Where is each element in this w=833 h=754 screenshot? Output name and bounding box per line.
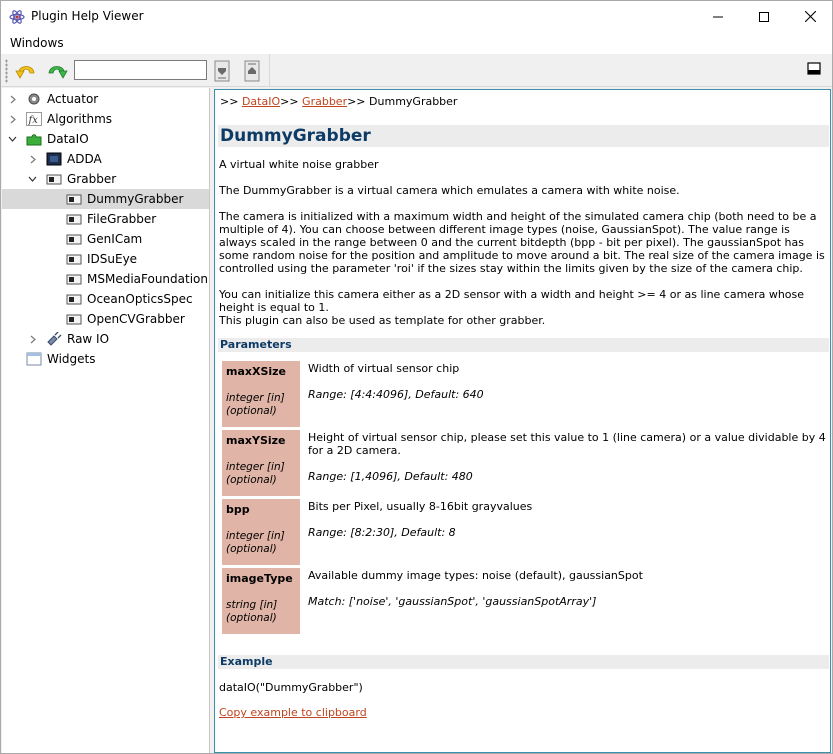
description-paragraph: You can initialize this camera either as a 2D sensor with a width and height >= 4 or as line camera whose height is equal to 1. — [219, 288, 805, 314]
back-button[interactable] — [13, 58, 39, 84]
camera-icon — [66, 252, 82, 266]
puzzle-icon — [26, 132, 42, 146]
param-name: imageType — [226, 572, 293, 585]
tree-item-label: Actuator — [47, 92, 99, 106]
camera-icon — [66, 292, 82, 306]
tree-item-label: GenICam — [87, 232, 143, 246]
tree-item-label: Grabber — [67, 172, 117, 186]
function-fx-icon — [26, 112, 42, 126]
camera-icon — [66, 192, 82, 206]
tree-item-idsueye[interactable] — [2, 249, 209, 269]
camera-icon — [66, 272, 82, 286]
param-name-cell — [222, 430, 300, 496]
breadcrumb-link-dataio[interactable]: DataIO — [241, 95, 281, 108]
tree-item-label: DataIO — [47, 132, 89, 146]
undo-arrow-icon — [14, 60, 38, 82]
param-description: Bits per Pixel, usually 8-16bit grayvalues Range: [8:2:30], Default: 8 — [308, 500, 533, 539]
search-previous-button[interactable] — [241, 58, 263, 84]
param-name-cell — [222, 568, 300, 634]
tree-item-raw-io[interactable] — [2, 329, 209, 349]
maximize-icon — [759, 12, 769, 22]
param-description: Width of virtual sensor chip Range: [4:4:4096], Default: 640 — [308, 362, 484, 401]
breadcrumb-current: DummyGrabber — [369, 95, 458, 108]
search-input[interactable] — [74, 60, 207, 80]
tree-item-algorithms[interactable] — [2, 109, 209, 129]
menu-bar — [1, 32, 832, 54]
atom-app-icon — [9, 9, 25, 25]
collapse-arrow-icon[interactable] — [27, 174, 37, 184]
param-name: maxXSize — [226, 365, 287, 378]
tree-item-label: IDSuEye — [87, 252, 138, 266]
minimize-icon — [713, 12, 723, 22]
tree-item-dummygrabber[interactable] — [2, 189, 209, 209]
tree-item-label: MSMediaFoundation — [87, 272, 208, 286]
close-icon — [805, 11, 816, 22]
tree-item-label: DummyGrabber — [87, 192, 184, 206]
plugin-tree — [2, 88, 210, 753]
plug-icon — [46, 332, 62, 346]
camera-icon — [66, 312, 82, 326]
dock-toggle-icon[interactable] — [807, 62, 821, 76]
param-type: integer [in] (optional) — [226, 392, 285, 417]
param-name-cell — [222, 499, 300, 565]
tree-item-actuator[interactable] — [2, 89, 209, 109]
camera-icon — [66, 212, 82, 226]
window-widget-icon — [26, 352, 42, 366]
param-type: integer [in] (optional) — [226, 461, 285, 486]
breadcrumb-link-grabber[interactable]: Grabber — [302, 95, 348, 108]
toolbar-grip[interactable] — [5, 59, 8, 83]
maximize-button[interactable] — [741, 1, 787, 32]
collapse-arrow-icon[interactable] — [7, 134, 17, 144]
tree-item-genicam[interactable] — [2, 229, 209, 249]
tree-item-filegrabber[interactable] — [2, 209, 209, 229]
window-title: Plugin Help Viewer — [31, 9, 144, 23]
search-next-button[interactable] — [211, 58, 233, 84]
tree-item-label: OpenCVGrabber — [87, 312, 185, 326]
chip-icon — [46, 152, 62, 166]
example-heading: Example — [218, 655, 829, 669]
toolbar — [1, 54, 832, 87]
tree-item-label: FileGrabber — [87, 212, 157, 226]
close-button[interactable] — [787, 1, 833, 32]
tree-item-label: Raw IO — [67, 332, 110, 346]
copy-example-link-wrap — [219, 706, 827, 719]
short-description: A virtual white noise grabber — [219, 158, 379, 171]
arrow-down-page-icon — [214, 60, 230, 82]
camera-icon — [46, 172, 62, 186]
toolbar-separator — [269, 54, 270, 87]
param-name: maxYSize — [226, 434, 286, 447]
gear-icon — [26, 92, 42, 106]
breadcrumb-separator: >> — [280, 95, 303, 108]
tree-item-widgets[interactable] — [2, 349, 209, 369]
description-paragraph: The camera is initialized with a maximum width and height of the simulated camera chip (both need to be a multiple of 4). You can choose between different image types (noise, GaussianSpot). The value range is always scaled in the range between 0 and the current bitdepth (bpp - bit per pixel). The gaussianSpot has some random noise for the position and amplitude to move around a bit. The real size of the camera image is controlled using the parameter 'roi' if the sizes stay within the limits given by the size of the camera chip. — [219, 210, 825, 275]
arrow-up-page-icon — [244, 60, 260, 82]
expand-arrow-icon[interactable] — [28, 154, 38, 164]
minimize-button[interactable] — [695, 1, 741, 32]
param-description: Available dummy image types: noise (default), gaussianSpot Match: ['noise', 'gaussianSpot', 'gaussianSpotArray'] — [308, 569, 643, 608]
camera-icon — [66, 232, 82, 246]
param-name: bpp — [226, 503, 250, 516]
example-code: dataIO("DummyGrabber") — [219, 681, 363, 694]
title-bar — [1, 1, 832, 32]
expand-arrow-icon[interactable] — [8, 114, 18, 124]
forward-button[interactable] — [44, 58, 70, 84]
param-name-cell — [222, 361, 300, 427]
tree-item-msmediafoundation[interactable] — [2, 269, 209, 289]
description-paragraph: The DummyGrabber is a virtual camera which emulates a camera with white noise. — [219, 184, 680, 197]
param-description: Height of virtual sensor chip, please set this value to 1 (line camera) or a value dividable by 4 for a 2D camera. Range: [1,4096], Default: 480 — [308, 431, 826, 483]
param-type: integer [in] (optional) — [226, 530, 285, 555]
param-type: string [in] (optional) — [226, 599, 278, 624]
help-content-pane — [214, 89, 831, 753]
breadcrumb-separator: >> — [347, 95, 370, 108]
tree-item-label: Algorithms — [47, 112, 113, 126]
redo-arrow-icon — [45, 60, 69, 82]
tree-item-adda[interactable] — [2, 149, 209, 169]
expand-arrow-icon[interactable] — [8, 94, 18, 104]
breadcrumb — [220, 95, 457, 108]
copy-example-link[interactable]: Copy example to clipboard — [219, 706, 367, 719]
description-paragraph: This plugin can also be used as template for other grabber. — [219, 314, 546, 327]
tree-item-oceanopticsspec[interactable] — [2, 289, 209, 309]
tree-item-label: ADDA — [67, 152, 102, 166]
breadcrumb-separator: >> — [220, 95, 242, 108]
svg-text:fx: fx — [28, 115, 38, 126]
tree-item-grabber[interactable] — [2, 169, 209, 189]
tree-item-dataio[interactable] — [2, 129, 209, 149]
tree-item-label: OceanOpticsSpec — [87, 292, 193, 306]
tree-item-opencvgrabber[interactable] — [2, 309, 209, 329]
expand-arrow-icon[interactable] — [28, 334, 38, 344]
menu-windows[interactable]: Windows — [10, 36, 64, 50]
page-title: DummyGrabber — [218, 125, 829, 147]
tree-item-label: Widgets — [47, 352, 96, 366]
parameters-heading: Parameters — [218, 338, 829, 352]
